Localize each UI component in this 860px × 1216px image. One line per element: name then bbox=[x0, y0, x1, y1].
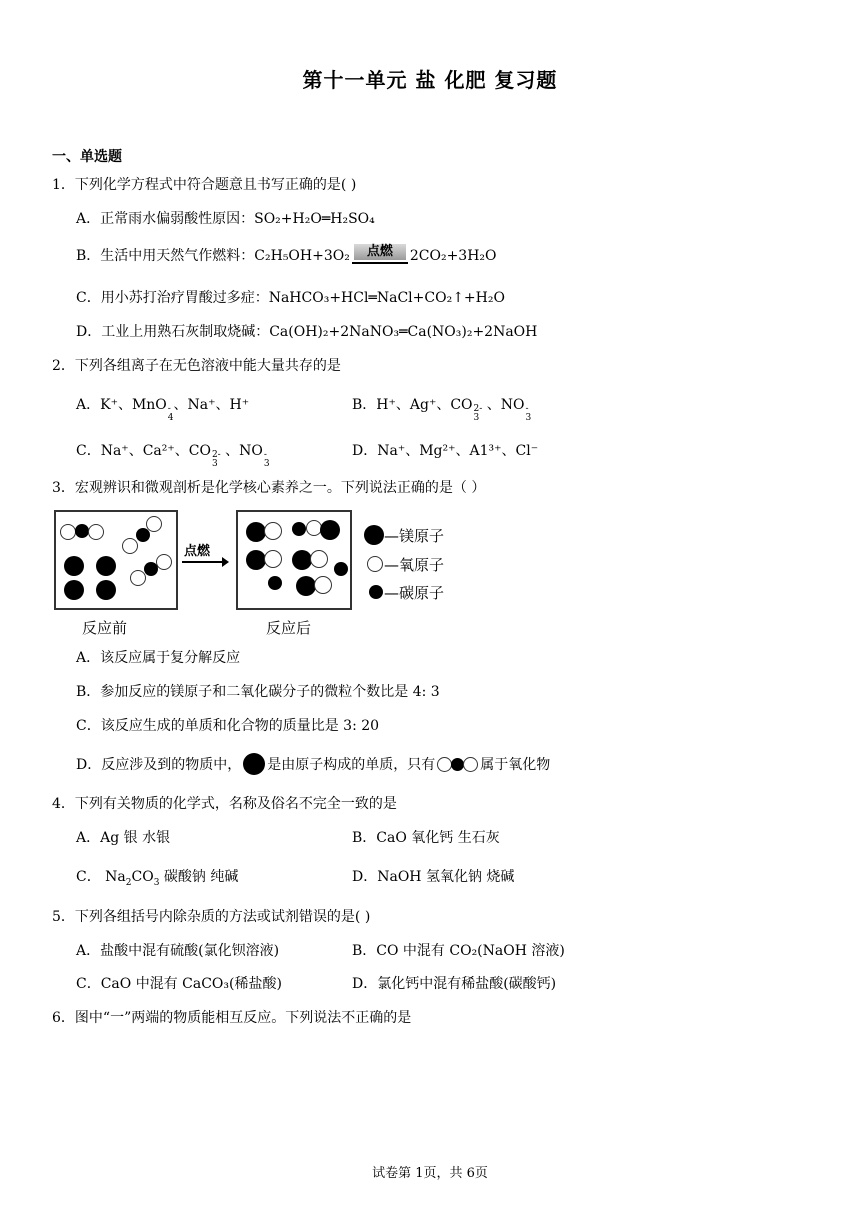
q4-c-sub2: 3 bbox=[153, 877, 160, 888]
section-heading: 一、单选题 bbox=[52, 149, 122, 165]
question-6-stem: 6．图中“一”两端的物质能相互反应。下列说法不正确的是 bbox=[52, 1010, 412, 1026]
q4-c-mid: CO bbox=[131, 869, 154, 885]
q2-a-text: A．K⁺、MnO bbox=[76, 397, 167, 413]
q2-b-charge bbox=[474, 405, 483, 423]
magnesium-atom bbox=[96, 580, 116, 600]
q2-a-sub: 4 bbox=[167, 413, 174, 423]
magnesium-atom bbox=[64, 580, 84, 600]
oxygen-atom bbox=[122, 538, 138, 554]
q2-c-text: C．Na⁺、Ca²⁺、CO bbox=[76, 443, 211, 459]
q4-option-d: D．NaOH 氢氧化钠 烧碱 bbox=[352, 869, 515, 885]
q2-c-charge2 bbox=[264, 451, 270, 469]
q2-option-a bbox=[76, 394, 249, 423]
q5-option-b: B．CO 中混有 CO₂(NaOH 溶液) bbox=[352, 943, 565, 959]
oxygen-atom bbox=[310, 550, 328, 568]
after-caption: 反应后 bbox=[266, 619, 312, 637]
q2-c-sup2: - bbox=[263, 450, 267, 460]
page-title: 第十一单元 盐 化肥 复习题 bbox=[302, 68, 558, 92]
page-footer: 试卷第 1页，共 6页 bbox=[372, 1166, 488, 1181]
q2-c-sub: 3 bbox=[211, 459, 218, 469]
q4-option-b: B．CaO 氧化钙 生石灰 bbox=[352, 830, 500, 846]
q3-d-post: 属于氧化物 bbox=[480, 757, 551, 773]
carbon-atom bbox=[144, 562, 158, 576]
q3-option-a: A．该反应属于复分解反应 bbox=[76, 650, 241, 666]
magnesium-atom bbox=[320, 520, 340, 540]
q2-b-charge2 bbox=[526, 405, 532, 423]
question-2-stem: 2．下列各组离子在无色溶液中能大量共存的是 bbox=[52, 358, 341, 374]
reaction-arrow-icon bbox=[180, 556, 230, 568]
magnesium-atom bbox=[296, 576, 316, 596]
before-box bbox=[54, 510, 178, 610]
reaction-arrow-line bbox=[352, 262, 408, 264]
question-4-stem: 4．下列有关物质的化学式，名称及俗名不完全一致的是 bbox=[52, 796, 397, 812]
q2-option-b bbox=[352, 394, 531, 423]
q3-option-b: B．参加反应的镁原子和二氧化碳分子的微粒个数比是 4: 3 bbox=[76, 684, 440, 700]
oxygen-atom bbox=[264, 550, 282, 568]
q1-option-c: C．用小苏打治疗胃酸过多症：NaHCO₃+HCl═NaCl+CO₂↑+H₂O bbox=[76, 290, 505, 306]
q2-b-mid: 、NO bbox=[482, 397, 525, 413]
q4-option-c bbox=[76, 866, 238, 888]
q3-option-c: C．该反应生成的单质和化合物的质量比是 3: 20 bbox=[76, 718, 380, 734]
question-5-stem: 5．下列各组括号内除杂质的方法或试剂错误的是( ) bbox=[52, 909, 371, 925]
question-3-stem: 3．宏观辨识和微观剖析是化学核心素养之一。下列说法正确的是（ ） bbox=[52, 480, 486, 496]
q2-a-rest: 、Na⁺、H⁺ bbox=[173, 397, 250, 413]
after-box bbox=[236, 510, 352, 610]
q2-b-sub: 3 bbox=[473, 413, 480, 423]
q2-c-charge bbox=[212, 451, 221, 469]
q1-option-b-lhs: B．生活中用天然气作燃料：C₂H₅OH+3O₂ bbox=[76, 248, 350, 264]
oxygen-atom bbox=[264, 522, 282, 540]
q2-option-d: D．Na⁺、Mg²⁺、A1³⁺、Cl⁻ bbox=[352, 443, 539, 459]
oxygen-atom bbox=[156, 554, 172, 570]
question-1-stem: 1．下列化学方程式中符合题意且书写正确的是( ) bbox=[52, 177, 357, 193]
oxygen-atom bbox=[130, 570, 146, 586]
legend-carbon-icon bbox=[369, 585, 383, 599]
q1-option-d: D．工业上用熟石灰制取烧碱：Ca(OH)₂+2NaNO₃═Ca(NO₃)₂+2NaOH bbox=[76, 324, 538, 340]
q4-c-post: 碳酸钠 纯碱 bbox=[159, 869, 239, 885]
magnesium-atom bbox=[246, 550, 266, 570]
magnesium-atom bbox=[246, 522, 266, 542]
magnesium-atom bbox=[292, 550, 312, 570]
arrow-condition: 点燃 bbox=[184, 544, 211, 559]
q2-b-sub2: 3 bbox=[525, 413, 532, 423]
q5-option-d: D．氯化钙中混有稀盐酸(碳酸钙) bbox=[352, 976, 557, 992]
q2-c-sup: 2- bbox=[211, 450, 221, 460]
oxygen-atom bbox=[314, 576, 332, 594]
q5-option-a: A．盐酸中混有硫酸(氯化钡溶液) bbox=[76, 943, 280, 959]
carbon-atom bbox=[75, 524, 89, 538]
q2-c-sub2: 3 bbox=[263, 459, 270, 469]
q2-option-c bbox=[76, 440, 270, 469]
legend-magnesium-icon bbox=[364, 525, 384, 545]
before-caption: 反应前 bbox=[82, 619, 128, 637]
magnesium-atom bbox=[64, 556, 84, 576]
legend-oxygen: —氧原子 bbox=[384, 556, 445, 574]
magnesium-atom-icon bbox=[243, 753, 265, 775]
q4-c-text: C． Na bbox=[76, 869, 126, 885]
q2-b-sup2: - bbox=[525, 404, 529, 414]
q3-d-mid: 是由原子构成的单质，只有 bbox=[267, 757, 436, 773]
legend-oxygen-icon bbox=[367, 556, 383, 572]
reaction-condition bbox=[352, 244, 408, 266]
q2-c-mid: 、NO bbox=[220, 443, 263, 459]
q3-option-d bbox=[76, 753, 550, 775]
oxygen-atom bbox=[60, 524, 76, 540]
q1-option-b-rhs: 2CO₂+3H₂O bbox=[409, 248, 497, 264]
legend-carbon: —碳原子 bbox=[384, 584, 445, 602]
q3-d-text: D．反应涉及到的物质中， bbox=[76, 757, 242, 773]
legend-magnesium: —镁原子 bbox=[384, 527, 445, 545]
q1-option-a: A．正常雨水偏弱酸性原因：SO₂+H₂O═H₂SO₄ bbox=[76, 211, 375, 227]
q4-c-sub1: 2 bbox=[125, 877, 132, 888]
carbon-atom bbox=[268, 576, 282, 590]
q5-option-c: C．CaO 中混有 CaCO₃(稀盐酸) bbox=[76, 976, 282, 992]
co2-molecule-icon bbox=[437, 757, 478, 772]
magnesium-atom bbox=[96, 556, 116, 576]
condition-label: 点燃 bbox=[354, 244, 406, 260]
q1-option-b bbox=[76, 244, 497, 266]
q2-b-sup: 2- bbox=[473, 404, 483, 414]
carbon-atom bbox=[292, 522, 306, 536]
carbon-atom bbox=[136, 528, 150, 542]
q4-option-a: A．Ag 银 水银 bbox=[76, 830, 171, 846]
q2-a-sup: - bbox=[167, 404, 171, 414]
oxygen-atom bbox=[88, 524, 104, 540]
q2-b-text: B．H⁺、Ag⁺、CO bbox=[352, 397, 473, 413]
carbon-atom bbox=[334, 562, 348, 576]
